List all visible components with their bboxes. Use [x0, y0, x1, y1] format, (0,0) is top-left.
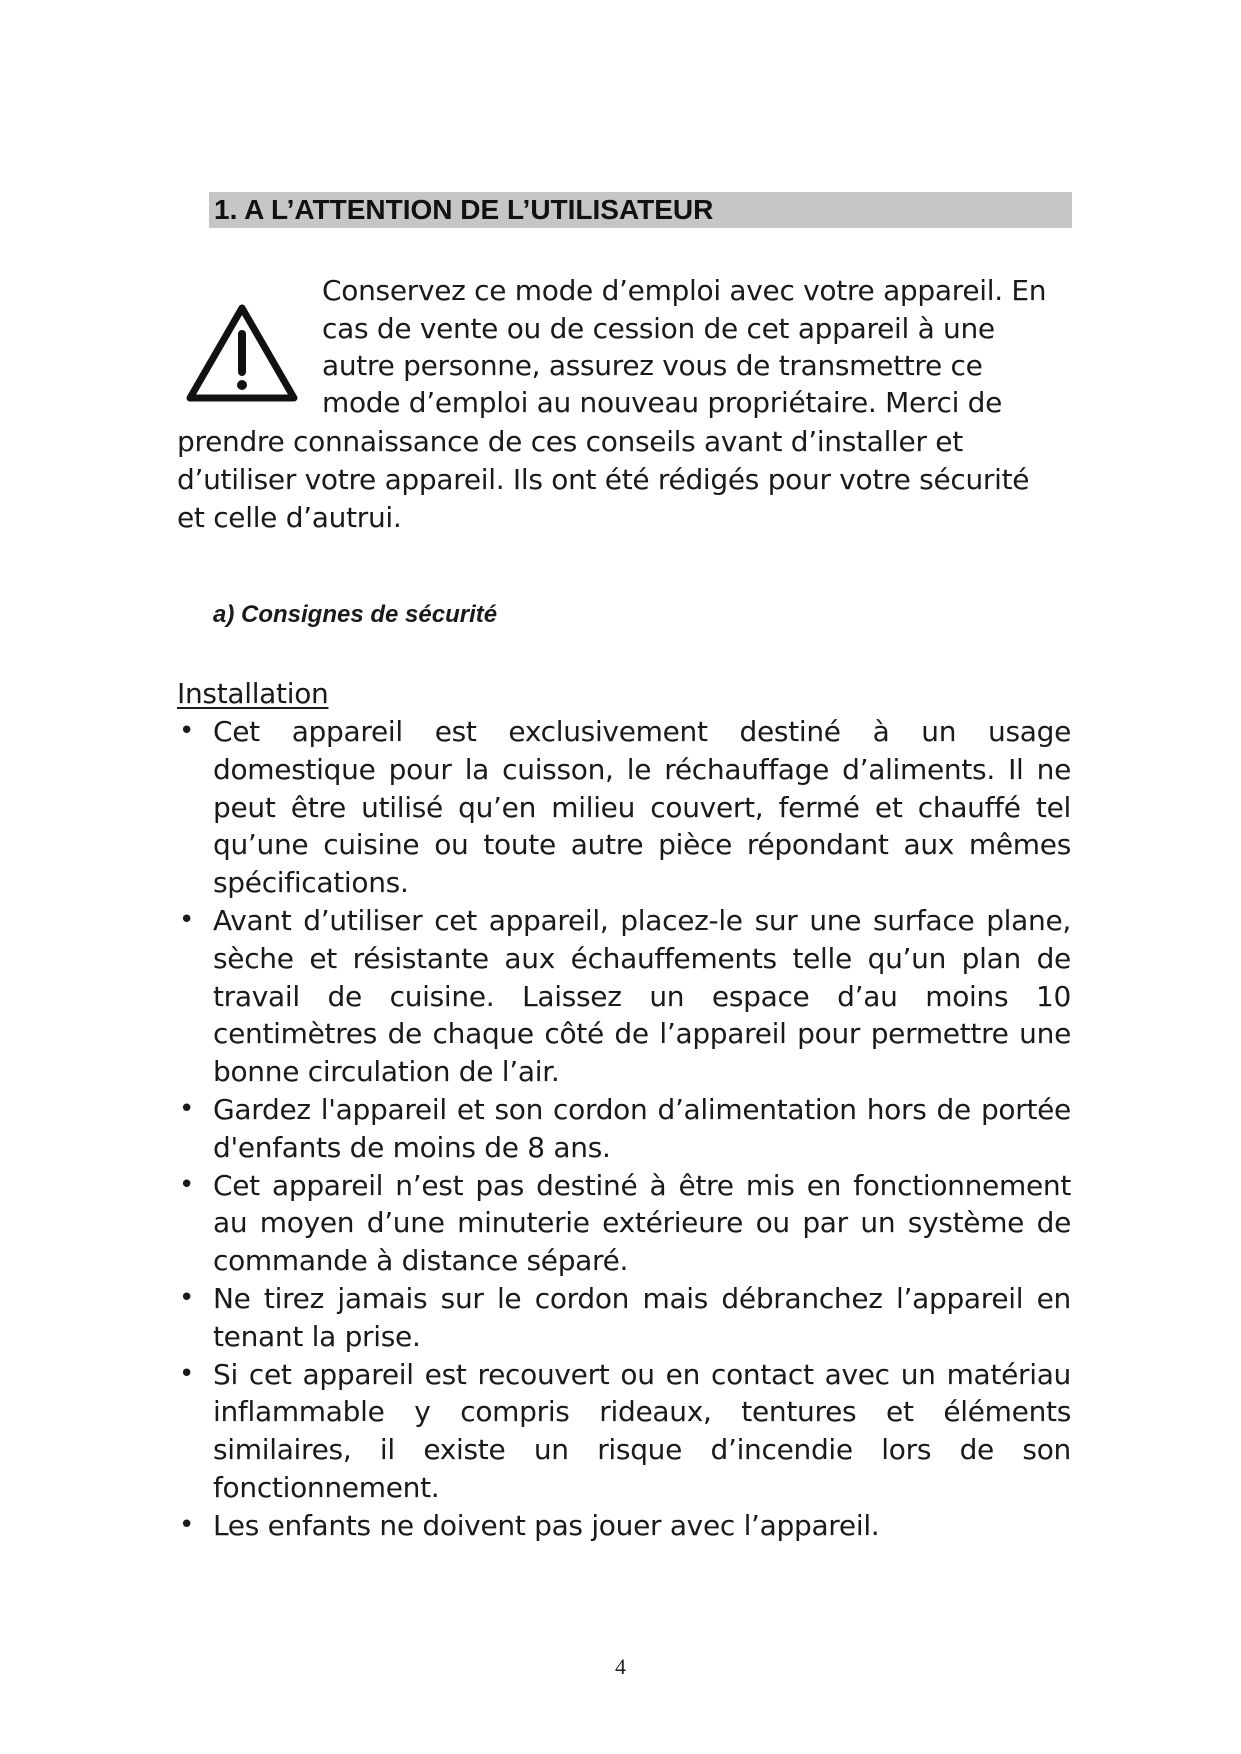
intro-line: mode d’emploi au nouveau propriétaire. Merci de: [322, 386, 1003, 419]
subheading-safety: a) Consignes de sécurité: [213, 601, 498, 628]
list-item: [177, 1280, 1071, 1356]
intro-line: prendre connaissance de ces conseils avant d’installer et: [177, 425, 963, 458]
bullet-dot: •: [179, 1093, 195, 1124]
list-item-text: Ne tirez jamais sur le cordon mais débranchez l’appareil en tenant la prise.: [213, 1281, 1071, 1353]
list-item: [177, 1167, 1071, 1280]
intro-line: d’utiliser votre appareil. Ils ont été rédigés pour votre sécurité: [177, 463, 1030, 496]
warning-triangle-icon: [184, 302, 300, 404]
bullet-dot: •: [179, 904, 195, 935]
list-item-text: Si cet appareil est recouvert ou en contact avec un matériau inflammable y compris rideaux, tentures et éléments similaires, il existe un risque d’incendie lors de son fonctionnement.: [213, 1357, 1071, 1504]
list-item: [177, 1091, 1071, 1167]
list-item: [177, 713, 1071, 902]
list-item: [177, 1356, 1071, 1507]
intro-line: et celle d’autrui.: [177, 501, 402, 534]
bullet-dot: •: [179, 1282, 195, 1313]
list-item: [177, 902, 1071, 1091]
bullet-dot: •: [179, 1509, 195, 1540]
list-item-text: Les enfants ne doivent pas jouer avec l’appareil.: [213, 1508, 880, 1542]
list-item-text: Avant d’utiliser cet appareil, placez-le sur une surface plane, sèche et résistante aux échauffements telle qu’un plan de travail de cuisine. Laissez un espace d’au moins 10 centimètres de chaque côté de l’appareil pour permettre une bonne circulation de l’air.: [213, 903, 1071, 1089]
section-label-installation: Installation: [177, 677, 329, 710]
page-number: 4: [615, 1654, 626, 1679]
bullet-dot: •: [179, 1169, 195, 1200]
section-heading: 1. A L’ATTENTION DE L’UTILISATEUR: [214, 194, 714, 225]
intro-line: autre personne, assurez vous de transmettre ce: [322, 349, 983, 382]
intro-line: Conservez ce mode d’emploi avec votre appareil. En: [322, 274, 1047, 307]
list-item-text: Cet appareil est exclusivement destiné à un usage domestique pour la cuisson, le réchauffage d’aliments. Il ne peut être utilisé qu’en milieu couvert, fermé et chauffé tel qu’une cuisine ou toute autre pièce répondant aux mêmes spécifications.: [213, 715, 1071, 900]
bullet-dot: •: [179, 1358, 195, 1389]
intro-line: cas de vente ou de cession de cet appareil à une: [322, 312, 995, 345]
list-item-text: Gardez l'appareil et son cordon d’alimentation hors de portée d'enfants de moins de 8 ans.: [213, 1092, 1071, 1164]
safety-bullet-list: [177, 713, 1071, 1545]
list-item: [177, 1507, 1071, 1545]
bullet-dot: •: [179, 716, 195, 746]
list-item-text: Cet appareil n’est pas destiné à être mis en fonctionnement au moyen d’une minuterie extérieure ou par un système de commande à distance séparé.: [213, 1168, 1071, 1278]
